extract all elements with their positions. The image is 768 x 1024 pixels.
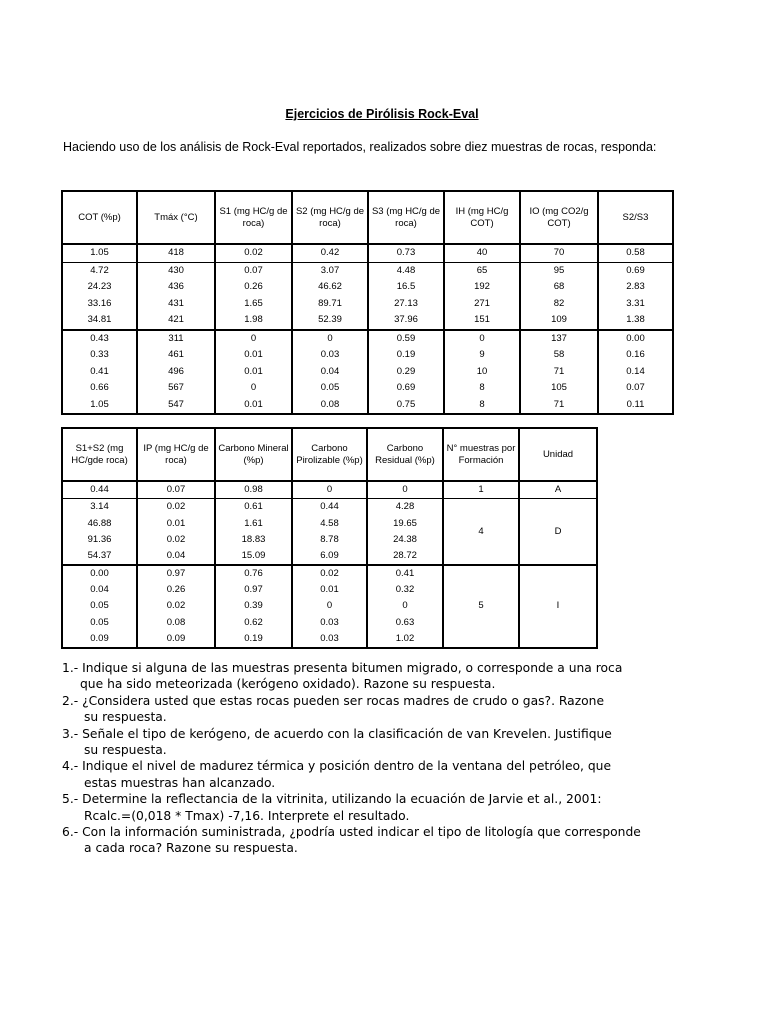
- table1-cell: 0: [215, 330, 292, 348]
- table1-cell: 0.69: [368, 380, 444, 397]
- table2-header-cell: IP (mg HC/g de roca): [137, 428, 215, 481]
- question-item: [62, 791, 722, 824]
- table1-cell: 0.58: [598, 244, 673, 262]
- table1-cell: 0.66: [62, 380, 137, 397]
- table1-row: [62, 330, 673, 348]
- table1-cell: 0: [215, 380, 292, 397]
- table1-cell: 496: [137, 364, 215, 381]
- table2-header-cell: S1+S2 (mg HC/gde roca): [62, 428, 137, 481]
- table1-cell: 3.31: [598, 296, 673, 313]
- table1-cell: 0: [292, 330, 368, 348]
- unit-cell: D: [519, 499, 597, 565]
- table2-cell: 6.09: [292, 548, 367, 565]
- table2-cell: 0.04: [62, 582, 137, 598]
- table1-cell: 0.75: [368, 397, 444, 415]
- table2-cell: 15.09: [215, 548, 292, 565]
- question-item: [62, 824, 722, 857]
- table2-cell: 0.44: [62, 481, 137, 499]
- table1-cell: 1.05: [62, 397, 137, 415]
- table1-cell: 311: [137, 330, 215, 348]
- table1-cell: 436: [137, 279, 215, 296]
- table1-cell: 0.07: [215, 262, 292, 279]
- question-text: Indique si alguna de las muestras presenta bitumen migrado, o corresponde a una roca: [82, 661, 623, 675]
- table1-cell: 0.26: [215, 279, 292, 296]
- question-number: 3.-: [62, 726, 79, 741]
- table1-cell: 0.59: [368, 330, 444, 348]
- formation-count-cell: 5: [443, 565, 519, 648]
- table1-cell: 0.69: [598, 262, 673, 279]
- table1-row: [62, 279, 673, 296]
- table1-cell: 71: [520, 397, 598, 415]
- table1-cell: 421: [137, 312, 215, 330]
- table1-cell: 0.29: [368, 364, 444, 381]
- question-number: 5.-: [62, 792, 79, 807]
- table1-cell: 1.98: [215, 312, 292, 330]
- table2-cell: 24.38: [367, 532, 443, 548]
- table1-cell: 0.02: [215, 244, 292, 262]
- document-title: Ejercicios de Pirólisis Rock-Eval: [285, 107, 479, 121]
- carbon-summary-table: [61, 427, 598, 649]
- table2-cell: 0.26: [137, 582, 215, 598]
- table1-cell: 0.42: [292, 244, 368, 262]
- question-continuation: a cada roca? Razone su respuesta.: [84, 841, 298, 856]
- question-continuation: su respuesta.: [84, 743, 167, 758]
- table1-header-cell: IH (mg HC/g COT): [444, 191, 520, 244]
- table1-header-cell: S1 (mg HC/g de roca): [215, 191, 292, 244]
- table1-cell: 0.73: [368, 244, 444, 262]
- table1-cell: 16.5: [368, 279, 444, 296]
- table1-cell: 0.33: [62, 347, 137, 364]
- table1-header-cell: S2/S3: [598, 191, 673, 244]
- table2-header-cell: Carbono Residual (%p): [367, 428, 443, 481]
- table2-cell: 0.01: [292, 582, 367, 598]
- table1-cell: 1.38: [598, 312, 673, 330]
- table1-cell: 89.71: [292, 296, 368, 313]
- table2-cell: 0: [367, 481, 443, 499]
- table1-cell: 0.03: [292, 347, 368, 364]
- table2-cell: 0.01: [137, 515, 215, 531]
- table1-row: [62, 244, 673, 262]
- table1-header-cell: Tmáx (°C): [137, 191, 215, 244]
- table2-cell: 0.02: [292, 565, 367, 582]
- table1-row: [62, 397, 673, 415]
- table1-cell: 1.05: [62, 244, 137, 262]
- table2-cell: 0.03: [292, 631, 367, 648]
- table1-cell: 271: [444, 296, 520, 313]
- table1-cell: 70: [520, 244, 598, 262]
- table2-cell: 0.03: [292, 615, 367, 631]
- table1-row: [62, 364, 673, 381]
- question-item: [62, 758, 722, 791]
- table2-cell: 4.58: [292, 515, 367, 531]
- table1-cell: 0.01: [215, 397, 292, 415]
- table1-cell: 3.07: [292, 262, 368, 279]
- table2-cell: 4.28: [367, 499, 443, 516]
- question-continuation: que ha sido meteorizada (kerógeno oxidado). Razone su respuesta.: [80, 677, 496, 692]
- table2-row: [62, 565, 597, 582]
- table1-cell: 82: [520, 296, 598, 313]
- table2-cell: 0.76: [215, 565, 292, 582]
- question-text: Con la información suministrada, ¿podría usted indicar el tipo de litología que corresponde: [82, 825, 641, 840]
- unit-cell: A: [519, 481, 597, 499]
- table2-cell: 0.97: [215, 582, 292, 598]
- table2-cell: 0.00: [62, 565, 137, 582]
- table1-cell: 461: [137, 347, 215, 364]
- table1-cell: 0.04: [292, 364, 368, 381]
- table1-cell: 192: [444, 279, 520, 296]
- table2-header-cell: Unidad: [519, 428, 597, 481]
- table1-header-cell: S2 (mg HC/g de roca): [292, 191, 368, 244]
- table1-cell: 2.83: [598, 279, 673, 296]
- table1-cell: 46.62: [292, 279, 368, 296]
- table2-cell: 8.78: [292, 532, 367, 548]
- table2-cell: 0.09: [137, 631, 215, 648]
- formation-count-cell: 4: [443, 499, 519, 565]
- table1-cell: 567: [137, 380, 215, 397]
- table2-header-cell: Carbono Mineral (%p): [215, 428, 292, 481]
- table2-row: [62, 481, 597, 499]
- table2-cell: 0.02: [137, 598, 215, 614]
- table2-cell: 0.32: [367, 582, 443, 598]
- table1-cell: 95: [520, 262, 598, 279]
- question-text: ¿Considera usted que estas rocas pueden ser rocas madres de crudo o gas?. Razone: [82, 693, 605, 708]
- table2-cell: 1.02: [367, 631, 443, 648]
- question-text: Determine la reflectancia de la vitrinita, utilizando la ecuación de Jarvie et al., 2001:: [82, 792, 602, 807]
- table1-cell: 40: [444, 244, 520, 262]
- table1-cell: 0.01: [215, 364, 292, 381]
- table2-cell: 46.88: [62, 515, 137, 531]
- table1-cell: 105: [520, 380, 598, 397]
- table1-cell: 0.41: [62, 364, 137, 381]
- table2-header-cell: N° muestras por Formación: [443, 428, 519, 481]
- table2-cell: 0.05: [62, 615, 137, 631]
- table1-header-cell: S3 (mg HC/g de roca): [368, 191, 444, 244]
- table2-cell: 0.63: [367, 615, 443, 631]
- table1-cell: 547: [137, 397, 215, 415]
- table2-cell: 18.83: [215, 532, 292, 548]
- table1-cell: 8: [444, 397, 520, 415]
- table2-cell: 0: [292, 481, 367, 499]
- table2-cell: 0.44: [292, 499, 367, 516]
- intro-paragraph: Haciendo uso de los análisis de Rock-Eval reportados, realizados sobre diez muestras de rocas, responda:: [63, 140, 657, 154]
- table2-cell: 0.08: [137, 615, 215, 631]
- table2-cell: 0.04: [137, 548, 215, 565]
- table1-cell: 418: [137, 244, 215, 262]
- formation-count-cell: 1: [443, 481, 519, 499]
- table2-cell: 19.65: [367, 515, 443, 531]
- table2-cell: 0.97: [137, 565, 215, 582]
- question-continuation: estas muestras han alcanzado.: [84, 775, 276, 790]
- table2-cell: 0.05: [62, 598, 137, 614]
- table2-cell: 0.39: [215, 598, 292, 614]
- question-item: [62, 726, 722, 759]
- table1-cell: 1.65: [215, 296, 292, 313]
- question-item: [62, 693, 722, 726]
- table1-cell: 0.00: [598, 330, 673, 348]
- table1-header-row: [62, 191, 673, 244]
- table1-cell: 52.39: [292, 312, 368, 330]
- table1-cell: 0.08: [292, 397, 368, 415]
- table1-cell: 430: [137, 262, 215, 279]
- table2-cell: 28.72: [367, 548, 443, 565]
- table1-cell: 65: [444, 262, 520, 279]
- table1-row: [62, 380, 673, 397]
- table1-row: [62, 262, 673, 279]
- table1-cell: 0.16: [598, 347, 673, 364]
- table1-cell: 0.43: [62, 330, 137, 348]
- table2-cell: 0.41: [367, 565, 443, 582]
- table1-cell: 0: [444, 330, 520, 348]
- table1-cell: 71: [520, 364, 598, 381]
- table1-cell: 151: [444, 312, 520, 330]
- table1-cell: 0.07: [598, 380, 673, 397]
- question-number: 1.-: [62, 661, 79, 675]
- table1-cell: 8: [444, 380, 520, 397]
- question-continuation: Rcalc.=(0,018 * Tmax) -7,16. Interprete el resultado.: [84, 808, 410, 823]
- table1-header-cell: COT (%p): [62, 191, 137, 244]
- table1-row: [62, 347, 673, 364]
- table1-cell: 4.48: [368, 262, 444, 279]
- table1-cell: 109: [520, 312, 598, 330]
- question-text: Indique el nivel de madurez térmica y posición dentro de la ventana del petróleo, que: [82, 759, 612, 774]
- table2-cell: 0.02: [137, 499, 215, 516]
- question-item: [62, 660, 722, 693]
- table1-header-cell: IO (mg CO2/g COT): [520, 191, 598, 244]
- table1-cell: 137: [520, 330, 598, 348]
- table1-cell: 9: [444, 347, 520, 364]
- table2-cell: 54.37: [62, 548, 137, 565]
- table1-row: [62, 296, 673, 313]
- table2-cell: 0: [367, 598, 443, 614]
- table2-cell: 0.62: [215, 615, 292, 631]
- table2-cell: 0.02: [137, 532, 215, 548]
- table2-header-row: [62, 428, 597, 481]
- unit-cell: I: [519, 565, 597, 648]
- table2-cell: 0.61: [215, 499, 292, 516]
- table2-cell: 3.14: [62, 499, 137, 516]
- rock-eval-table: [61, 190, 674, 415]
- question-number: 4.-: [62, 759, 79, 774]
- question-number: 6.-: [62, 825, 79, 840]
- table1-row: [62, 312, 673, 330]
- table1-cell: 24.23: [62, 279, 137, 296]
- table1-cell: 58: [520, 347, 598, 364]
- table1-cell: 27.13: [368, 296, 444, 313]
- table2-cell: 0: [292, 598, 367, 614]
- table1-cell: 431: [137, 296, 215, 313]
- table2-cell: 0.19: [215, 631, 292, 648]
- table2-cell: 0.09: [62, 631, 137, 648]
- question-number: 2.-: [62, 693, 79, 708]
- table2-row: [62, 499, 597, 516]
- table2-cell: 0.07: [137, 481, 215, 499]
- table1-cell: 34.81: [62, 312, 137, 330]
- table2-cell: 0.98: [215, 481, 292, 499]
- table1-cell: 4.72: [62, 262, 137, 279]
- table1-cell: 0.05: [292, 380, 368, 397]
- table2-header-cell: Carbono Pirolizable (%p): [292, 428, 367, 481]
- table1-cell: 0.19: [368, 347, 444, 364]
- questions-list: [62, 660, 722, 857]
- table1-cell: 0.01: [215, 347, 292, 364]
- table2-cell: 91.36: [62, 532, 137, 548]
- table1-cell: 37.96: [368, 312, 444, 330]
- table1-cell: 0.14: [598, 364, 673, 381]
- table1-cell: 33.16: [62, 296, 137, 313]
- question-text: Señale el tipo de kerógeno, de acuerdo con la clasificación de van Krevelen. Justifique: [82, 726, 612, 741]
- table1-cell: 10: [444, 364, 520, 381]
- question-continuation: su respuesta.: [84, 710, 167, 725]
- table2-cell: 1.61: [215, 515, 292, 531]
- table1-cell: 0.11: [598, 397, 673, 415]
- table1-cell: 68: [520, 279, 598, 296]
